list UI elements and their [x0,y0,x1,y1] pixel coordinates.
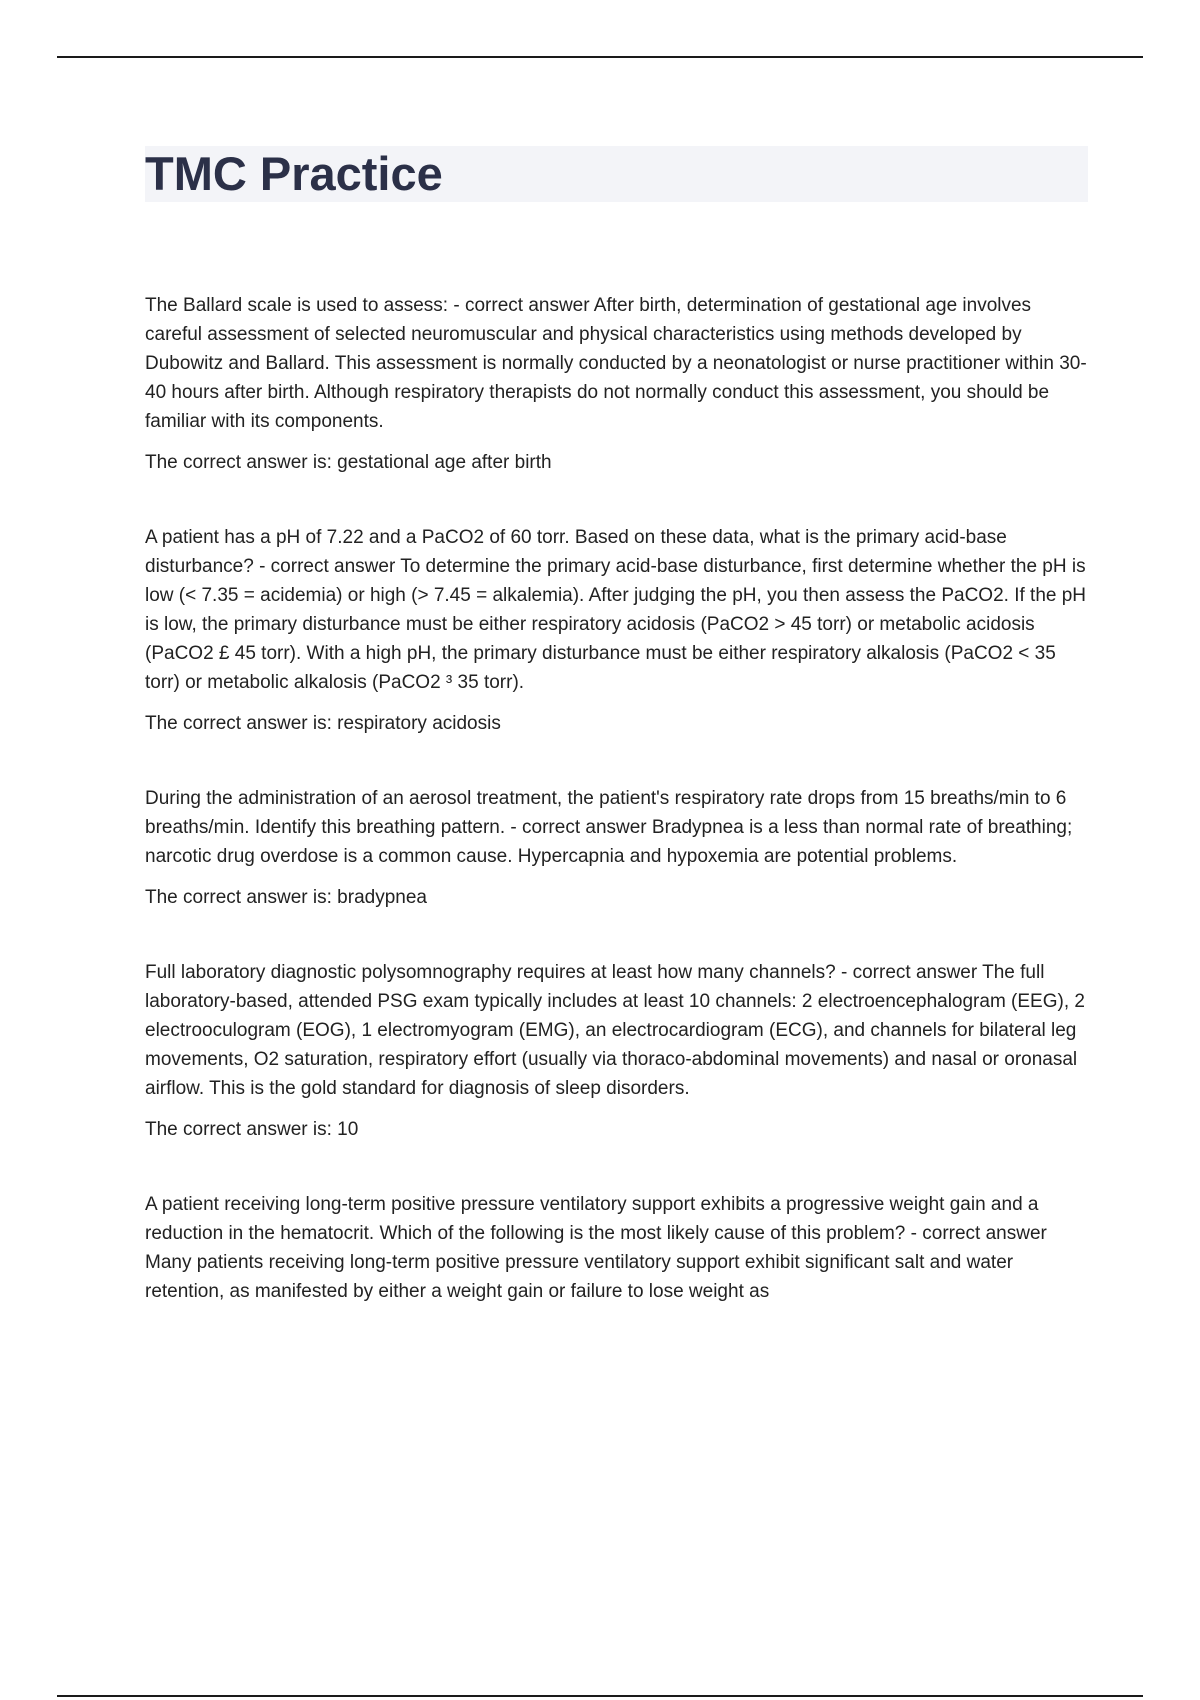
question-text: The Ballard scale is used to assess: - correct answer After birth, determination of gestational age involves careful assessment of selected neuromuscular and physical characteristics using methods developed by Dubowitz and Ballard. This assessment is normally conducted by a neonatologist or nurse practitioner within 30-40 hours after birth. Although respiratory therapists do not normally conduct this assessment, you should be familiar with its components. [145,295,1087,432]
question-text: A patient receiving long-term positive pressure ventilatory support exhibits a progressive weight gain and a reduction in the hematocrit. Which of the following is the most likely cause of this problem? - correct answer Many patients receiving long-term positive pressure ventilatory support exhibit significant salt and water retention, as manifested by either a weight gain or failure to lose weight as [145,1194,1047,1302]
qa-item-3 [145,784,1089,912]
header-rule [57,56,1143,58]
document-body [145,291,1089,1352]
answer-text: The correct answer is: gestational age after birth [145,452,552,473]
answer-text: The correct answer is: respiratory acidosis [145,713,501,734]
answer-text: The correct answer is: bradypnea [145,887,427,908]
page-title: TMC Practice [145,147,443,200]
question-text: During the administration of an aerosol treatment, the patient's respiratory rate drops from 15 breaths/min to 6 breaths/min. Identify this breathing pattern. - correct answer Bradypnea is a less than normal rate of breathing; narcotic drug overdose is a common cause. Hypercapnia and hypoxemia are potential problems. [145,788,1073,867]
footer-rule [57,1695,1143,1697]
qa-item-5 [145,1190,1089,1306]
qa-item-4 [145,958,1089,1144]
answer-text: The correct answer is: 10 [145,1119,359,1140]
qa-item-1 [145,291,1089,477]
title-band [145,146,1088,202]
qa-item-2 [145,523,1089,738]
question-text: Full laboratory diagnostic polysomnography requires at least how many channels? - correct answer The full laboratory-based, attended PSG exam typically includes at least 10 channels: 2 electroencephalogram (EEG), 2 electrooculogram (EOG), 1 electromyogram (EMG), an electrocardiogram (ECG), and channels for bilateral leg movements, O2 saturation, respiratory effort (usually via thoraco-abdominal movements) and nasal or oronasal airflow. This is the gold standard for diagnosis of sleep disorders. [145,962,1085,1099]
question-text: A patient has a pH of 7.22 and a PaCO2 of 60 torr. Based on these data, what is the primary acid-base disturbance? - correct answer To determine the primary acid-base disturbance, first determine whether the pH is low (< 7.35 = acidemia) or high (> 7.45 = alkalemia). After judging the pH, you then assess the PaCO2. If the pH is low, the primary disturbance must be either respiratory acidosis (PaCO2 > 45 torr) or metabolic acidosis (PaCO2 £ 45 torr). With a high pH, the primary disturbance must be either respiratory alkalosis (PaCO2 < 35 torr) or metabolic alkalosis (PaCO2 ³ 35 torr). [145,527,1087,693]
